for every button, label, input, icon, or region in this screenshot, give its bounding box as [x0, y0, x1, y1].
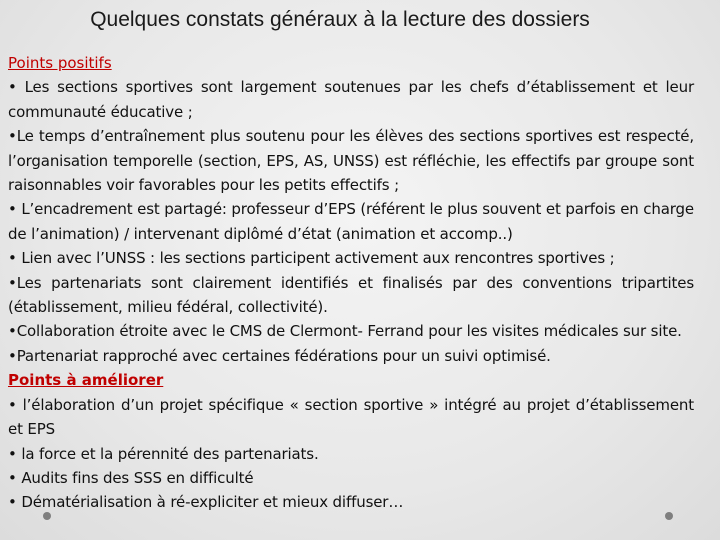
positive-item: • Lien avec l’UNSS : les sections participent activement aux rencontres sportives ; [8, 249, 615, 268]
decorative-dot-right [665, 512, 673, 520]
positive-item: •Partenariat rapproché avec certaines fédérations pour un suivi optimisé. [8, 346, 551, 365]
improve-item: • Dématérialisation à ré-expliciter et mieux diffuser… [8, 493, 404, 512]
positive-item: •Le temps d’entraînement plus soutenu pour les élèves des sections sportives est respecté, l’organisation temporelle (section, EPS, AS, UNSS) est réfléchie, les effectifs par groupe sont raisonnables voir favorables pour les petits effectifs ; [8, 127, 694, 195]
positive-item: •Les partenariats sont clairement identifiés et finalisés par des conventions tripartites (établissement, milieu fédéral, collectivité). [8, 273, 694, 317]
positive-item: •Collaboration étroite avec le CMS de Clermont- Ferrand pour les visites médicales sur site. [8, 322, 682, 341]
slide-content [8, 51, 694, 515]
positive-item: • L’encadrement est partagé: professeur d’EPS (référent le plus souvent et parfois en charge de l’animation) / intervenant diplômé d’état (animation et accomp..) [8, 200, 694, 243]
improve-item: • Audits fins des SSS en difficulté [8, 468, 254, 487]
improve-item: • la force et la pérennité des partenariats. [8, 444, 319, 463]
improve-item: • l’élaboration d’un projet spécifique « section sportive » intégré au projet d’établissement et EPS [8, 395, 694, 439]
slide-title: Quelques constats généraux à la lecture des dossiers [90, 8, 590, 31]
decorative-dot-left [43, 512, 51, 520]
heading-points-positifs: Points positifs [8, 54, 112, 72]
positive-item: • Les sections sportives sont largement soutenues par les chefs d’établissement et leur communauté éducative ; [8, 78, 694, 121]
heading-points-a-ameliorer: Points à améliorer [8, 371, 164, 390]
